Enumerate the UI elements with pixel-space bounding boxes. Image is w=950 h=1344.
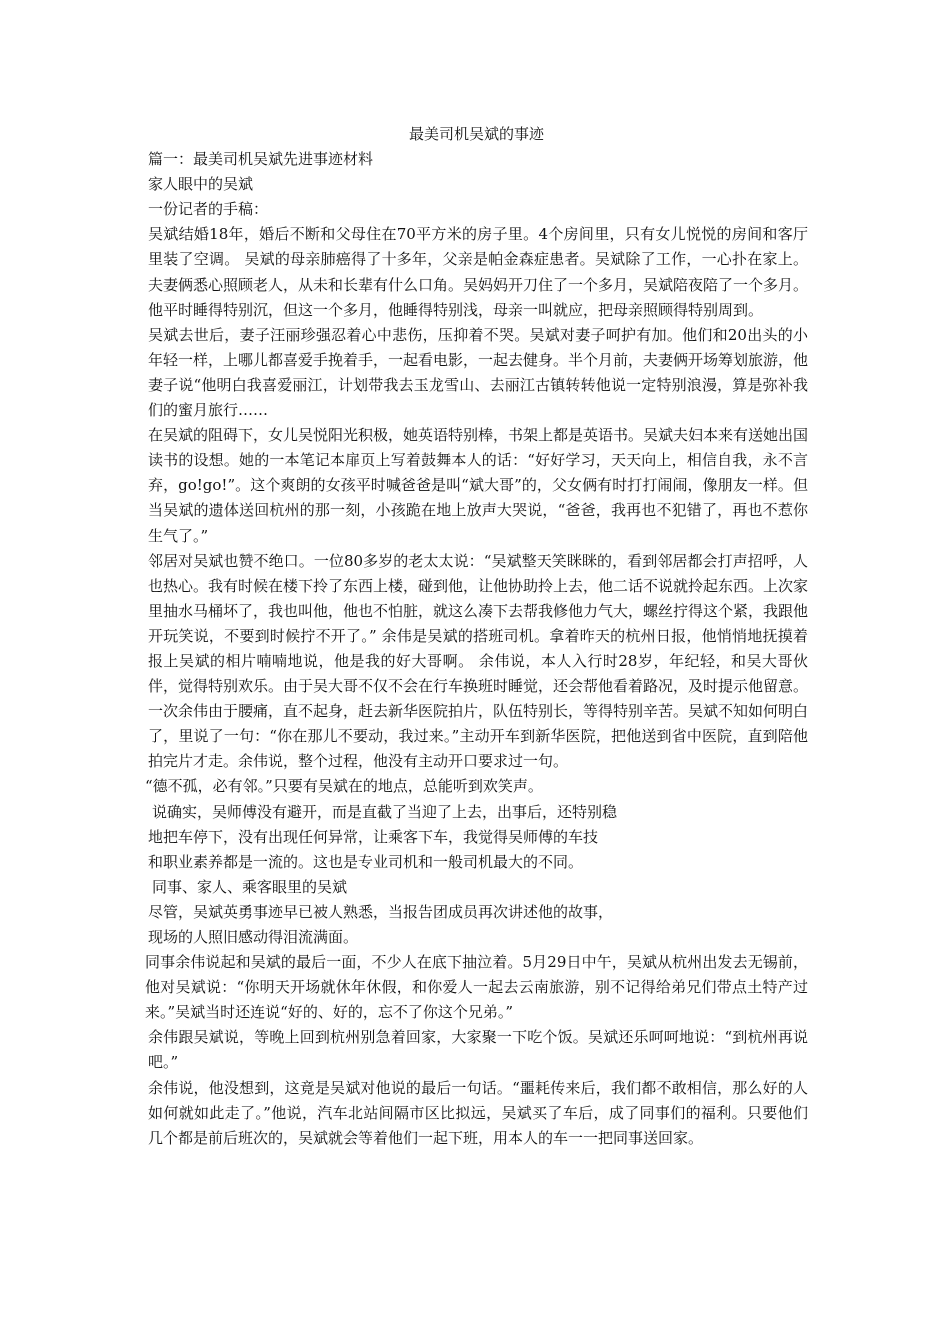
paragraph: 邻居对吴斌也赞不绝口。一位80多岁的老太太说：“吴斌整天笑眯眯的，看到邻居都会打声招呼，人也热心。我有时候在楼下拎了东西上楼，碰到他，让他协助拎上去，他二话不说就拎起东西。上次家里抽水马桶坏了，我也叫他，他也不怕脏，就这么凑下去帮我修他力气大，螺丝拧得这个紧，我跟他开玩笑说，不要到时候拧不开了。” 余伟是吴斌的搭班司机。拿着昨天的杭州日报，他悄悄地抚摸着报上吴斌的相片喃喃地说，他是我的好大哥啊。 余伟说，本人入行时28岁，年纪轻，和吴大哥伙伴，觉得特别欢乐。由于吴大哥不仅不会在行车换班时睡觉，还会帮他看着路况，及时提示他留意。一次余伟由于腰痛，直不起身，赶去新华医院拍片，队伍特别长，等得特别辛苦。吴斌不知如何明白了，里说了一句：“你在那儿不要动，我过来。”主动开车到新华医院，把他送到省中医院，直到陪他拍完片才走。余伟说，整个过程，他没有主动开口要求过一句。 — [148, 551, 809, 771]
paragraph: “德不孤，必有邻。”只要有吴斌在的地点，总能听到欢笑声。 — [145, 777, 543, 796]
subheading: 同事、家人、乘客眼里的吴斌 — [152, 877, 348, 896]
paragraph: 吴斌结婚18年，婚后不断和父母住在70平方米的房子里。4个房间里，只有女儿悦悦的房间和客厅里装了空调。 吴斌的母亲肺癌得了十多年，父亲是帕金森症患者。吴斌除了工作，一心扑在家上。夫妻俩悉心照顾老人，从未和长辈有什么口角。吴妈妈开刀住了一个多月，吴斌陪夜陪了一个多月。他平时睡得特别沉，但这一个多月，他睡得特别浅，母亲一叫就应，把母亲照顾得特别周到。 — [148, 225, 809, 319]
subheading: 家人眼中的吴斌 — [148, 175, 254, 194]
paragraph: 说确实，吴师傅没有避开，而是直截了当迎了上去，出事后，还特别稳 — [152, 802, 618, 821]
paragraph: 同事余伟说起和吴斌的最后一面，不少人在底下抽泣着。5月29日中午，吴斌从杭州出发去无锡前，他对吴斌说：“你明天开场就休年休假，和你爱人一起去云南旅游，别不记得给弟兄们带点土特产过来。”吴斌当时还连说“好的、好的，忘不了你这个兄弟。” — [145, 953, 808, 1022]
section-heading: 篇一：最美司机吴斌先进事迹材料 — [148, 150, 374, 169]
paragraph: 一份记者的手稿： — [148, 200, 269, 219]
paragraph: 地把车停下，没有出现任何异常，让乘客下车，我觉得吴师傅的车技 — [148, 827, 599, 846]
paragraph: 尽管，吴斌英勇事迹早已被人熟悉，当报告团成员再次讲述他的故事， — [148, 902, 614, 921]
paragraph: 吴斌去世后，妻子汪丽珍强忍着心中悲伤，压抑着不哭。吴斌对妻子呵护有加。他们和20出头的小年轻一样，上哪儿都喜爱手挽着手，一起看电影，一起去健身。半个月前，夫妻俩开场筹划旅游，他妻子说“他明白我喜爱丽江，计划带我去玉龙雪山、去丽江古镇转转他说一定特别浪漫，算是弥补我们的蜜月旅行…… — [148, 325, 809, 420]
paragraph: 余伟跟吴斌说，等晚上回到杭州别急着回家，大家聚一下吃个饭。吴斌还乐呵呵地说：“到杭州再说吧。” — [148, 1028, 808, 1072]
paragraph: 现场的人照旧感动得泪流满面。 — [148, 928, 359, 946]
document-title: 最美司机吴斌的事迹 — [408, 125, 544, 143]
paragraph: 余伟说，他没想到，这竟是吴斌对他说的最后一句话。“噩耗传来后，我们都不敢相信，那么好的人如何就如此走了。”他说，汽车北站间隔市区比拟远，吴斌买了车后，成了同事们的福利。只要他们几个都是前后班次的，吴斌就会等着他们一起下班，用本人的车一一把同事送回家。 — [148, 1078, 808, 1147]
document-page — [145, 122, 808, 1151]
paragraph: 在吴斌的阻碍下，女儿吴悦阳光积极，她英语特别棒，书架上都是英语书。吴斌夫妇本来有送她出国读书的设想。她的一本笔记本扉页上写着鼓舞本人的话：“好好学习，天天向上，相信自我，永不言弃，go!go!”。这个爽朗的女孩平时喊爸爸是叫“斌大哥”的，父女俩有时打打闹闹，像朋友一样。但当吴斌的遗体送回杭州的那一刻，小孩跪在地上放声大哭说，“爸爸，我再也不犯错了，再也不惹你生气了。” — [148, 426, 809, 545]
paragraph: 和职业素养都是一流的。这也是专业司机和一般司机最大的不同。 — [148, 852, 584, 871]
